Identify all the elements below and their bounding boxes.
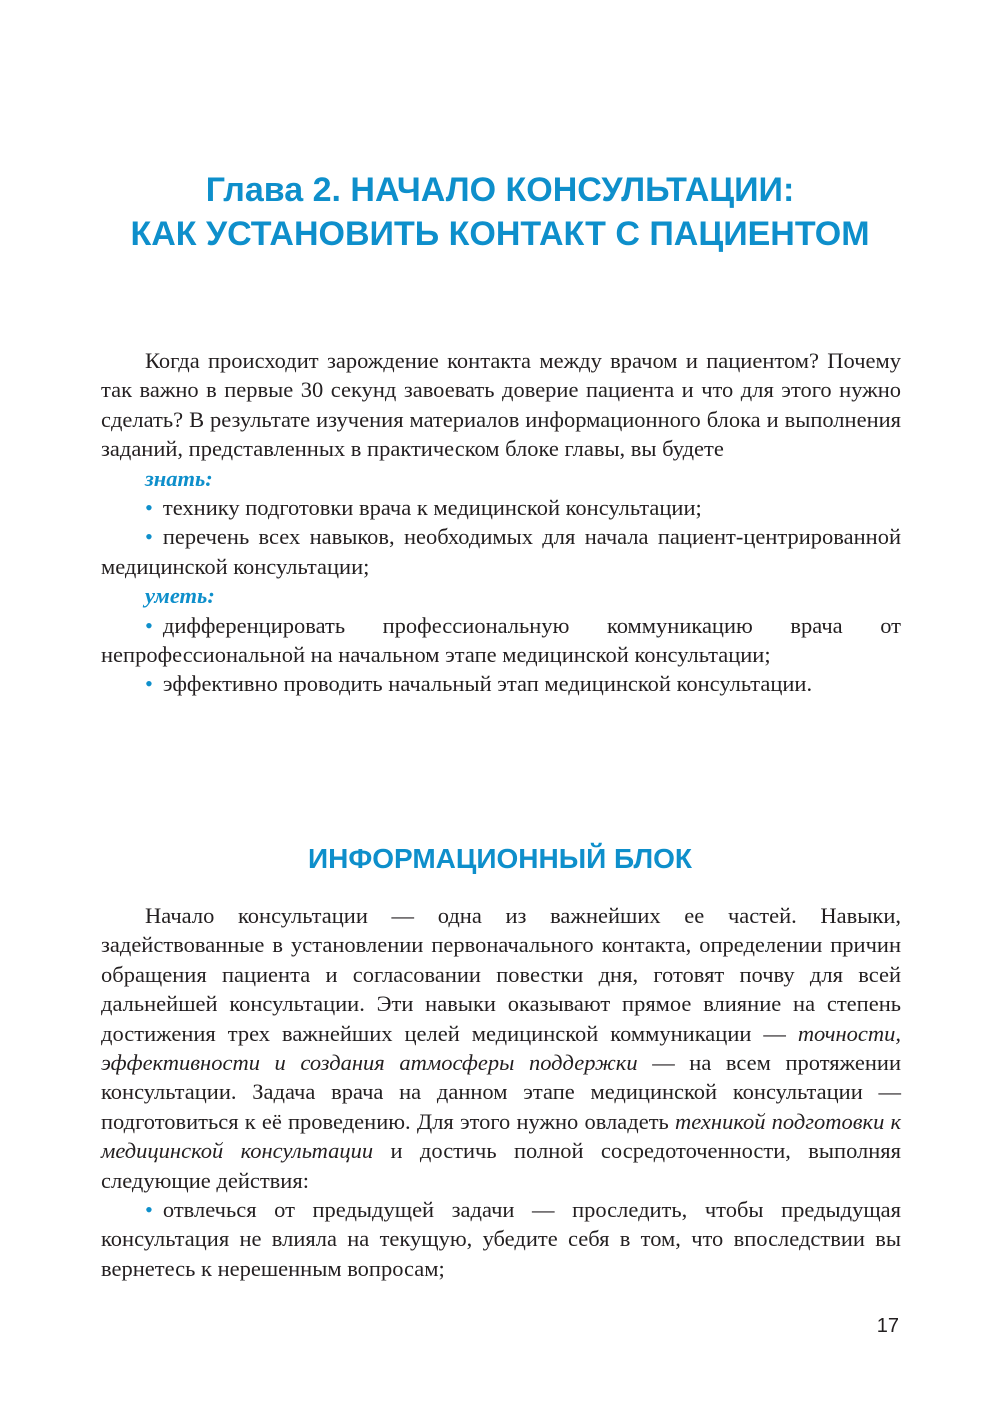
know-item [101,493,901,522]
bullet-icon: • [145,671,153,697]
know-label: знать: [145,465,213,491]
info-bullet-text: отвлечься от предыдущей задачи — проследить, чтобы предыдущая консультация не влияла на текущую, убедите себя в том, что впоследствии вы вернетесь к нерешенным вопросам; [101,1197,901,1281]
info-emphasis: точности, эффективности и создания атмосферы поддержки [101,1020,901,1076]
intro-section [101,346,901,699]
know-item-text: технику подготовки врача к медицинской консультации; [162,495,702,521]
info-text-part: и достичь полной сосредоточенности, выполняя следующие действия: [101,1138,901,1193]
chapter-title-line-1: Глава 2. НАЧАЛО КОНСУЛЬТАЦИИ: [205,171,795,209]
info-paragraph [101,901,901,1195]
info-text-part: Начало консультации — одна из важнейших ее частей. Навыки, задействованные в установлении первоначального контакта, определении причин обращения пациента и согласовании повестки дня, готовят почву для всей дальнейшей консультации. Эти навыки оказывают прямое влияние на степень достижения трех важнейших целей медицинской коммуникации — [101,903,901,1046]
info-block-section [101,901,901,1283]
intro-paragraph: Когда происходит зарождение контакта между врачом и пациентом? Почему так важно в первые 30 секунд завоевать доверие пациента и что для этого нужно сделать? В результате изучения материалов информационного блока и выполнения заданий, представленных в практическом блоке главы, вы будете [101,348,901,462]
can-item [101,669,901,698]
can-item-text: дифференцировать профессиональную коммуникацию врача от непрофессиональной на начальном этапе медицинской консультации; [101,612,901,668]
chapter-title-line-2: КАК УСТАНОВИТЬ КОНТАКТ С ПАЦИЕНТОМ [130,215,870,253]
know-item-text: перечень всех навыков, необходимых для начала пациент-центрированной медицинской консультации; [101,524,901,579]
bullet-icon: • [145,524,153,550]
bullet-icon: • [145,612,153,638]
info-block-title: ИНФОРМАЦИОННЫЙ БЛОК [308,843,692,874]
page-number: 17 [876,1315,899,1337]
bullet-icon: • [145,495,153,521]
chapter-title [80,168,920,256]
info-bullet-item [101,1195,901,1283]
know-item [101,522,901,581]
info-text-part: — на всем протяжении консультации. Задача врача на данном этапе медицинской консультации — подготовиться к её проведению. Для этого нужно овладеть [101,1050,902,1134]
can-item [101,611,901,670]
can-item-text: эффективно проводить начальный этап медицинской консультации. [162,671,813,697]
bullet-icon: • [145,1197,153,1223]
info-emphasis: техникой подготовки к медицинской консультации [101,1108,902,1164]
can-label: уметь: [145,583,215,609]
